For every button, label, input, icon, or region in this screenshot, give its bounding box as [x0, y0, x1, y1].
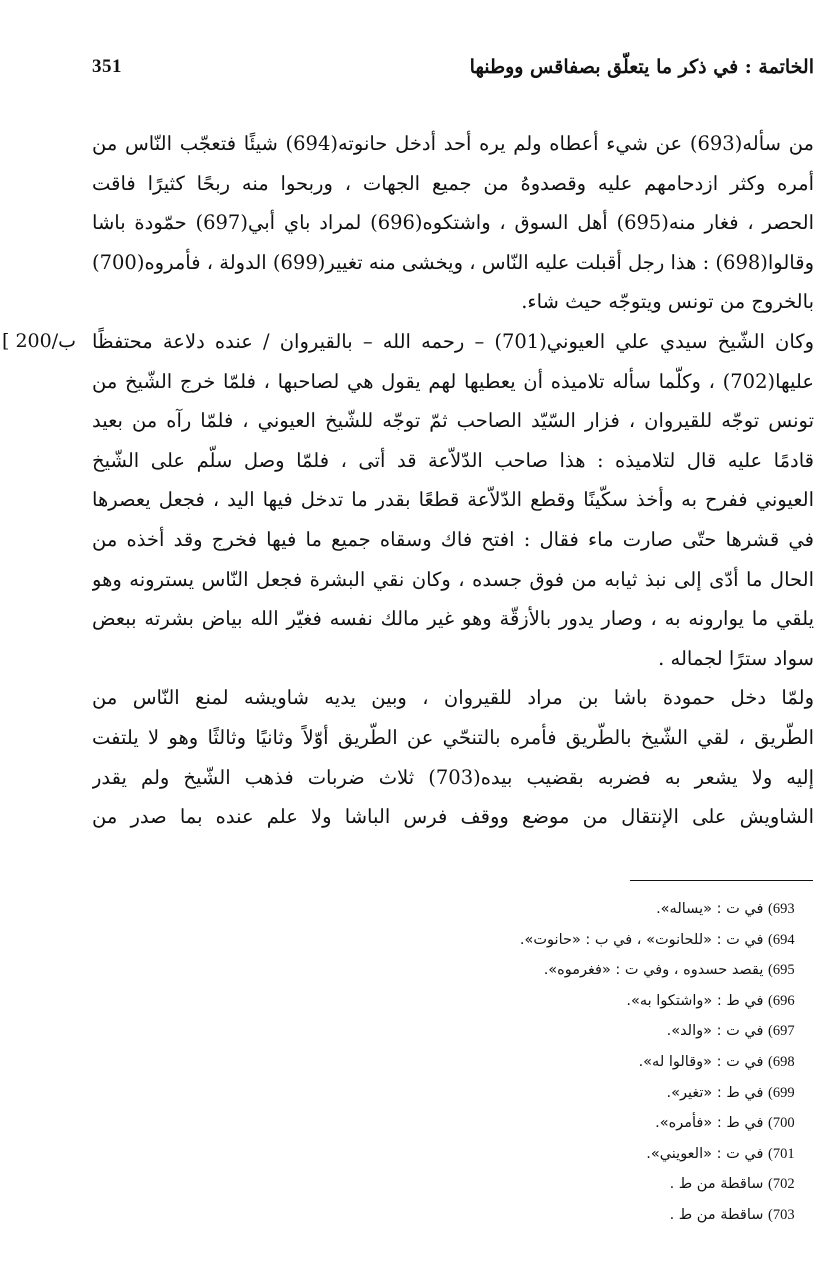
footnote-text: في ت : «العويني». [646, 1145, 764, 1162]
footnote-number: (699 [768, 1084, 795, 1101]
footnote-number: (693 [768, 901, 795, 917]
page-header [92, 56, 814, 86]
body-line: وكان الشّيخ سيدي علي العيوني(701) – رحمه الله – بالقيروان / عنده دلاعة محتفظًا [92, 329, 814, 353]
footnote [392, 1169, 812, 1200]
footnote-number: (700 [768, 1115, 795, 1132]
footnote-text: ساقطة من ط . [669, 1176, 764, 1193]
footnote [392, 894, 812, 925]
footnote-text: في ت : «للحانوت» ، في ب : «حانوت». [519, 931, 764, 948]
footnote-number: (702 [768, 1176, 795, 1193]
footnote [392, 1078, 812, 1109]
footnote-text: في ت : «يساله». [656, 901, 764, 917]
footnote-text: ساقطة من ط . [669, 1206, 764, 1223]
footnote [392, 925, 812, 956]
footnotes [392, 894, 812, 1231]
body-line: إليه ولا يشعر به فضربه بقضيب بيده(703) ثلاث ضربات فذهب الشّيخ ولم يقدر [92, 765, 814, 789]
footnote-separator [630, 880, 813, 881]
body-line: الطّريق ، لقي الشّيخ بالطّريق فأمره بالتنحّي عن الطّريق أوّلاً وثانيًا وثالثًا وهو لا يلتفت [92, 725, 814, 749]
footnote-text: في ط : «تغير». [666, 1084, 764, 1101]
body-line: في قشرها حتّى صارت ماء فقال : افتح فاك وسقاه جميع ما فيها فخرج وقد أخذه من [92, 527, 814, 551]
body-text [92, 124, 814, 837]
footnote [392, 955, 812, 986]
footnote-text: في ط : «واشتكوا به». [626, 992, 764, 1009]
body-line: العيوني ففرح به وأخذ سكّينًا وقطع الدّلاّعة قطعًا بقدر ما تدخل فيها اليد ، فجعل يعصرها [92, 488, 814, 512]
footnote-number: (694 [768, 931, 795, 948]
body-line: ولمّا دخل حمودة باشا بن مراد للقيروان ، وبين يديه شاويشه لمنع النّاس من [92, 686, 814, 710]
footnote [392, 1200, 812, 1231]
footnote [392, 1016, 812, 1047]
body-line: يلقي ما يوارونه به ، وصار يدور بالأزقّة وهو غير مالك نفسه فغيّر الله بياض بشرته ببعض [92, 607, 814, 631]
body-line: الحصر ، فغار منه(695) أهل السوق ، واشتكوه(696) لمراد باي أبي(697) حمّودة باشا [92, 211, 814, 235]
footnote-number: (696 [768, 992, 795, 1009]
body-line: تونس توجّه للقيروان ، فزار السّيّد الصاحب ثمّ توجّه للشّيخ العيوني ، فلمّا رآه من بعيد [92, 409, 814, 433]
footnote-number: (697 [768, 1023, 795, 1040]
folio-margin-note: [ 200/ب [2, 330, 77, 352]
body-line: قادمًا عليه قال لتلاميذه : هذا صاحب الدّلاّعة قد أتى ، فلمّا وصل سلّم على الشّيخ [92, 448, 814, 472]
footnote-number: (703 [768, 1206, 795, 1223]
body-line: الحال ما أدّى إلى نبذ ثيابه من فوق جسده ، وكان نقي البشرة فجعل النّاس يسترونه وهو [92, 567, 814, 591]
body-line: وقالوا(698) : هذا رجل أقبلت عليه النّاس ، ويخشى منه تغيير(699) الدولة ، فأمروه(700) [92, 250, 814, 274]
footnote-text: في ط : «فأمره». [655, 1115, 764, 1132]
footnote-text: يقصد حسدوه ، وفي ت : «فغرموه». [543, 962, 764, 979]
footnote-number: (698 [768, 1053, 795, 1070]
footnote-number: (701 [768, 1145, 795, 1162]
footnote [392, 1047, 812, 1078]
running-head: الخاتمة : في ذكر ما يتعلّق بصفاقس ووطنها [469, 56, 814, 78]
body-line: بالخروج من تونس ويتوجّه حيث شاء. [521, 290, 814, 314]
footnote [392, 986, 812, 1017]
body-line: عليها(702) ، وكلّما سأله تلاميذه أن يعطيها لهم يقول هي لصاحبها ، فلمّا خرج الشّيخ من [92, 369, 814, 393]
footnote [392, 1108, 812, 1139]
footnote-number: (695 [768, 962, 795, 979]
body-line: الشاويش على الإنتقال من موضع ووقف فرس الباشا ولا علم عنده بما صدر من [92, 805, 814, 829]
body-line: أمره وكثر ازدحامهم عليه وقصدوهُ من جميع الجهات ، وربحوا منه ربحًا كثيرًا فاقت [92, 171, 814, 195]
body-line: سواد سترًا لجماله . [658, 646, 814, 670]
footnote-text: في ت : «وقالوا له». [638, 1053, 764, 1070]
footnote [392, 1139, 812, 1170]
footnote-text: في ت : «والد». [666, 1023, 764, 1040]
page-number: 351 [92, 56, 122, 77]
body-line: من سأله(693) عن شيء أعطاه ولم يره أحد أدخل حانوته(694) شيئًا فتعجّب النّاس من [92, 132, 814, 155]
